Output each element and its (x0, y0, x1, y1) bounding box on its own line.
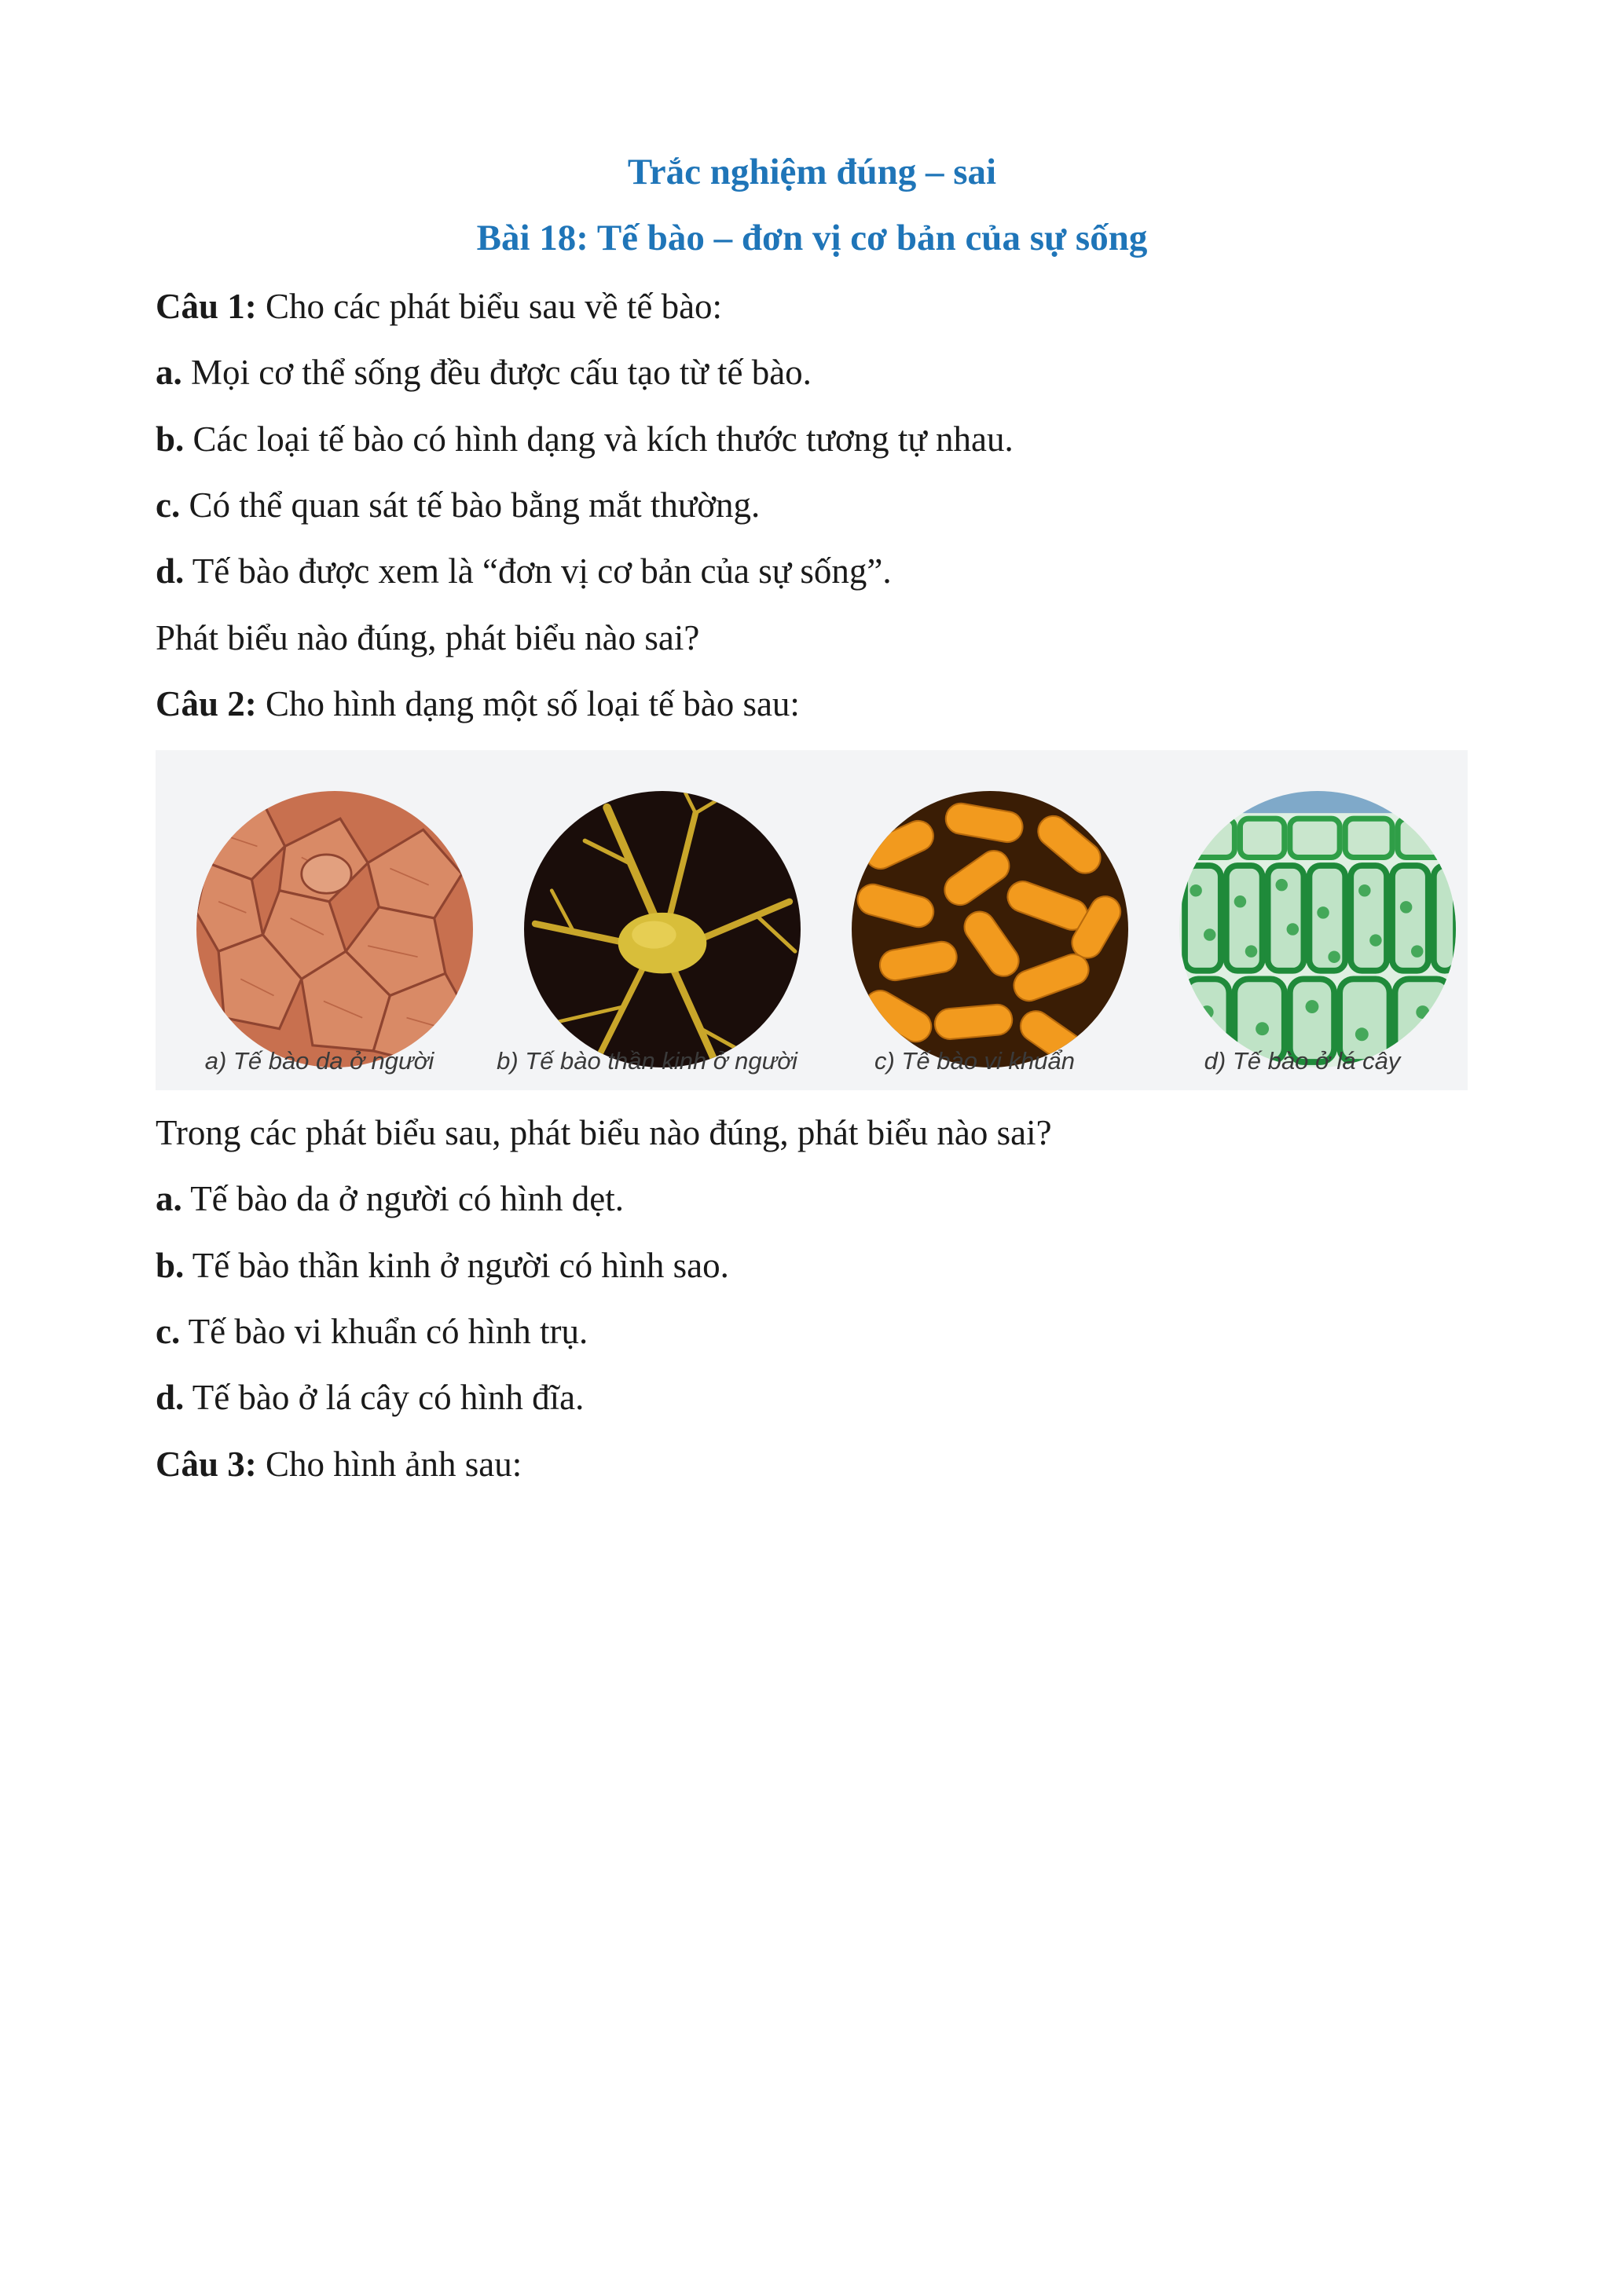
q1-option-a (156, 352, 812, 393)
q2-option-b (156, 1245, 729, 1286)
option-letter: c. (156, 1312, 181, 1351)
q1-option-c (156, 485, 760, 525)
option-letter: b. (156, 1246, 185, 1285)
figure-caption: b) Tế bào thần kinh ở người (497, 1047, 797, 1075)
q2-option-d (156, 1377, 584, 1418)
question-text: Cho hình ảnh sau: (266, 1445, 522, 1484)
lesson-subtitle: Bài 18: Tế bào – đơn vị cơ bản của sự sống (476, 218, 1148, 258)
q1-option-d (156, 551, 892, 591)
question-1 (156, 286, 722, 327)
question-3 (156, 1444, 522, 1485)
question-text: Cho các phát biểu sau về tế bào: (266, 287, 723, 326)
question-2 (156, 683, 800, 724)
option-letter: d. (156, 551, 185, 591)
option-text: Tế bào được xem là “đơn vị cơ bản của sự sống”. (192, 551, 892, 591)
document-title: Trắc nghiệm đúng – sai (627, 152, 997, 192)
figure-panel-bacteria (811, 750, 1138, 1090)
cell-types-figure (156, 750, 1468, 1090)
q2-option-a (156, 1178, 624, 1219)
question-label: Câu 1: (156, 287, 257, 326)
option-letter: a. (156, 353, 182, 392)
q2-option-c (156, 1311, 588, 1352)
q1-prompt: Phát biểu nào đúng, phát biểu nào sai? (156, 618, 700, 657)
question-label: Câu 2: (156, 684, 257, 723)
bacteria-image (852, 791, 1128, 1067)
option-letter: c. (156, 485, 181, 525)
option-text: Mọi cơ thể sống đều được cấu tạo từ tế bào. (191, 353, 812, 392)
question-text: Cho hình dạng một số loại tế bào sau: (266, 684, 800, 723)
option-letter: b. (156, 419, 185, 459)
figure-panel-leaf (1138, 750, 1466, 1090)
neuron-image (524, 791, 801, 1067)
skin-cells-image (196, 791, 473, 1067)
option-text: Tế bào vi khuẩn có hình trụ. (188, 1312, 588, 1351)
figure-caption: a) Tế bào da ở người (204, 1047, 434, 1075)
figure-panel-neuron (483, 750, 811, 1090)
figure-caption: d) Tế bào ở lá cây (1204, 1047, 1401, 1075)
option-letter: a. (156, 1179, 182, 1218)
option-letter: d. (156, 1378, 185, 1417)
option-text: Tế bào thần kinh ở người có hình sao. (192, 1246, 729, 1285)
question-label: Câu 3: (156, 1445, 257, 1484)
leaf-cells-image (1179, 791, 1456, 1067)
q1-option-b (156, 419, 1014, 460)
figure-panel-skin (156, 750, 483, 1090)
q2-prompt: Trong các phát biểu sau, phát biểu nào đúng, phát biểu nào sai? (156, 1113, 1052, 1152)
option-text: Tế bào da ở người có hình dẹt. (190, 1179, 625, 1218)
figure-caption: c) Tế bào vi khuẩn (874, 1047, 1076, 1075)
option-text: Tế bào ở lá cây có hình đĩa. (192, 1378, 585, 1417)
option-text: Các loại tế bào có hình dạng và kích thước tương tự nhau. (192, 419, 1014, 459)
option-text: Có thể quan sát tế bào bằng mắt thường. (189, 485, 761, 525)
